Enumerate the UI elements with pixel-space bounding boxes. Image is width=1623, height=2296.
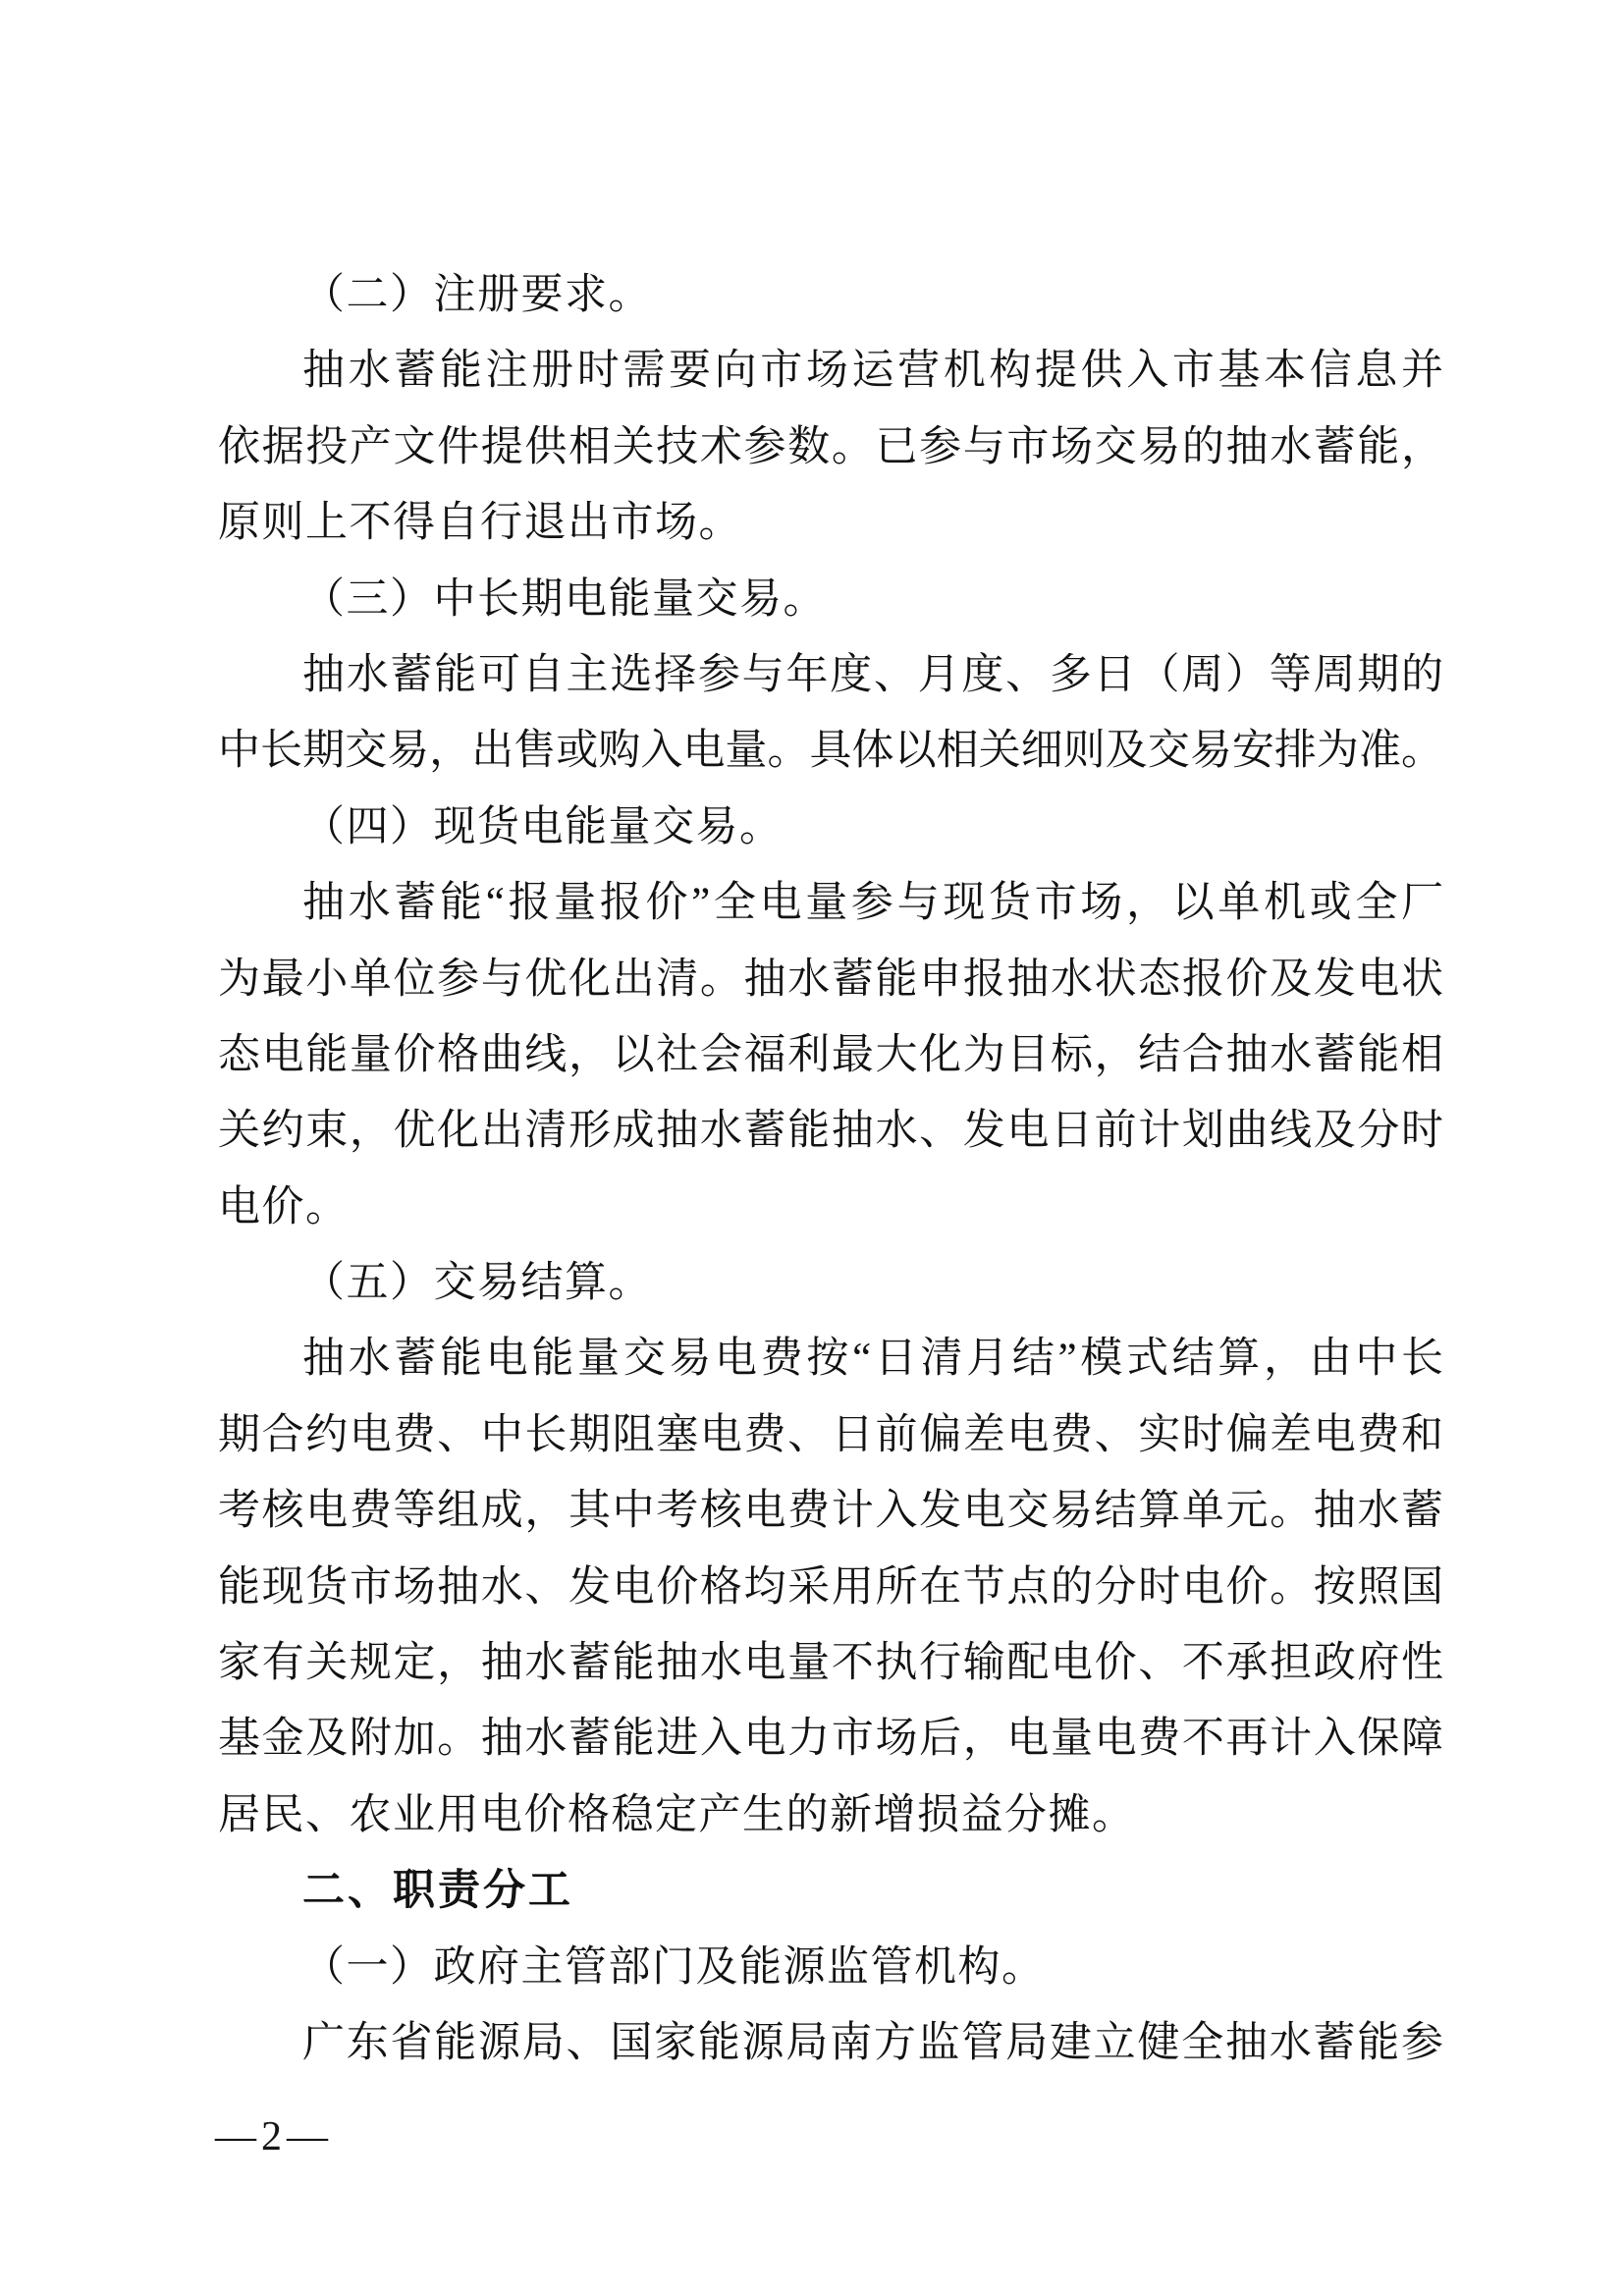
- body-line: 基金及附加。抽水蓄能进入电力市场后，电量电费不再计入保障: [218, 1716, 1443, 1763]
- section-heading: （一）政府主管部门及能源监管机构。: [302, 1943, 1046, 1991]
- body-line: 原则上不得自行退出市场。: [218, 500, 742, 547]
- section-heading: （三）中长期电能量交易。: [302, 575, 827, 623]
- body-line: 抽水蓄能可自主选择参与年度、月度、多日（周）等周期的: [302, 651, 1443, 698]
- body-line: 能现货市场抽水、发电价格均采用所在节点的分时电价。按照国: [218, 1563, 1443, 1611]
- document-text-block: [218, 257, 1443, 2081]
- body-line: 期合约电费、中长期阻塞电费、日前偏差电费、实时偏差电费和: [218, 1411, 1443, 1458]
- section-heading: （四）现货电能量交易。: [302, 803, 784, 850]
- section-heading: （二）注册要求。: [302, 272, 652, 318]
- body-line: 抽水蓄能电能量交易电费按“日清月结”模式结算，由中长: [302, 1336, 1443, 1383]
- body-line: 抽水蓄能“报量报价”全电量参与现货市场，以单机或全厂: [302, 880, 1443, 927]
- body-line: 广东省能源局、国家能源局南方监管局建立健全抽水蓄能参: [302, 2019, 1443, 2066]
- body-line: 中长期交易，出售或购入电量。具体以相关细则及交易安排为准。: [218, 728, 1443, 775]
- chapter-heading: 二、职责分工: [302, 1867, 573, 1915]
- body-line: 居民、农业用电价格稳定产生的新增损益分摊。: [218, 1791, 1136, 1838]
- page-number: —2—: [215, 2114, 333, 2159]
- body-line: 态电能量价格曲线，以社会福利最大化为目标，结合抽水蓄能相: [218, 1031, 1443, 1078]
- body-line: 考核电费等组成，其中考核电费计入发电交易结算单元。抽水蓄: [218, 1488, 1443, 1535]
- body-line: 家有关规定，抽水蓄能抽水电量不执行输配电价、不承担政府性: [218, 1640, 1443, 1687]
- section-heading: （五）交易结算。: [302, 1260, 652, 1307]
- body-line: 为最小单位参与优化出清。抽水蓄能申报抽水状态报价及发电状: [218, 956, 1443, 1003]
- body-line: 关约束，优化出清形成抽水蓄能抽水、发电日前计划曲线及分时: [218, 1108, 1443, 1155]
- body-line: 电价。: [218, 1183, 350, 1230]
- body-line: 依据投产文件提供相关技术参数。已参与市场交易的抽水蓄能，: [218, 423, 1443, 470]
- body-line: 抽水蓄能注册时需要向市场运营机构提供入市基本信息并: [302, 348, 1443, 395]
